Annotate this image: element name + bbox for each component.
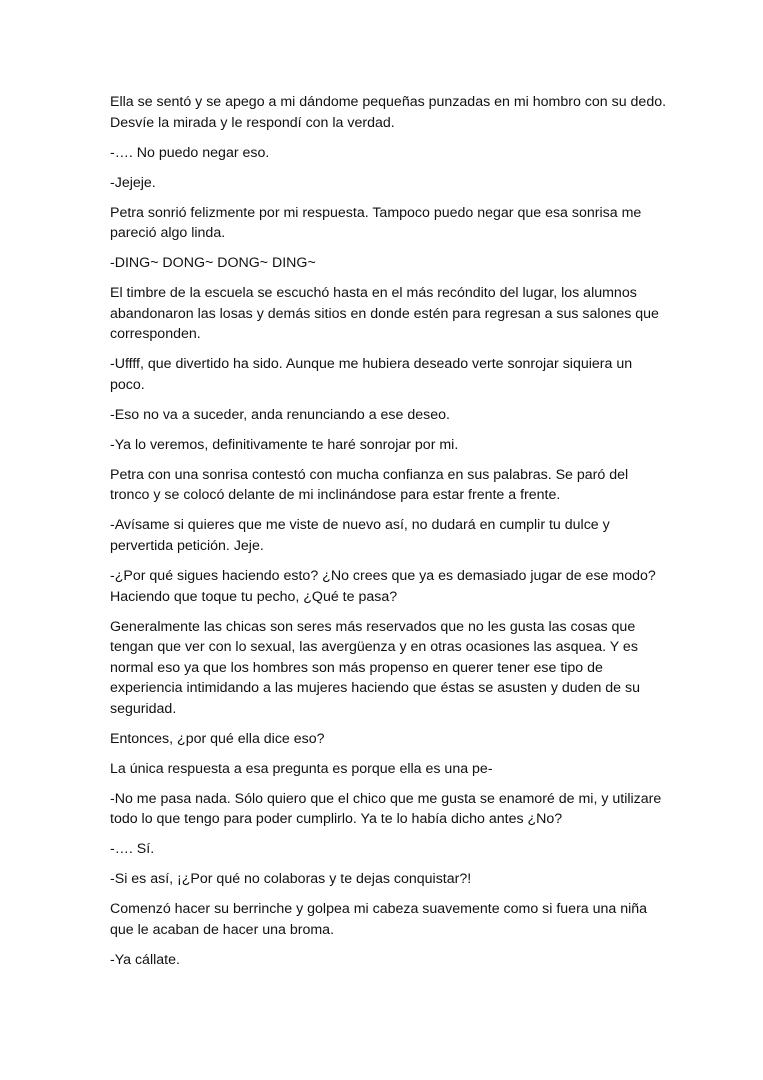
paragraph: -Jejeje. [110, 174, 156, 191]
paragraph: El timbre de la escuela se escuchó hasta en el más recóndito del lugar, los alumnos abandonaron las losas y demás sitios en donde estén para regresan a sus salones que corresponden. [110, 285, 659, 343]
paragraph: Entonces, ¿por qué ella dice eso? [110, 730, 325, 747]
paragraph: Comenzó hacer su berrinche y golpea mi cabeza suavemente como si fuera una niña que le acaban de hacer una broma. [110, 901, 648, 939]
paragraph: -DING~ DONG~ DONG~ DING~ [110, 255, 316, 272]
paragraph: Petra con una sonrisa contestó con mucha confianza en sus palabras. Se paró del tronco y se colocó delante de mi inclinándose para estar frente a frente. [110, 466, 629, 504]
paragraph: -Si es así, ¡¿Por qué no colaboras y te dejas conquistar?! [110, 871, 472, 888]
paragraph: -Avísame si quieres que me viste de nuevo así, no dudará en cumplir tu dulce y pervertida petición. Jeje. [110, 517, 610, 554]
document-page [110, 92, 670, 980]
paragraph: -¿Por qué sigues haciendo esto? ¿No crees que ya es demasiado jugar de ese modo? Haciendo que toque tu pecho, ¿Qué te pasa? [110, 567, 656, 605]
paragraph: La única respuesta a esa pregunta es porque ella es una pe- [110, 760, 493, 777]
paragraph: -Ya cállate. [110, 952, 180, 969]
paragraph: -Eso no va a suceder, anda renunciando a ese deseo. [110, 406, 450, 423]
paragraph: Generalmente las chicas son seres más reservados que no les gusta las cosas que tengan que ver con lo sexual, las avergüenza y en otras ocasiones las asquea. Y es normal eso ya que los hombres son más propenso en querer tener ese tipo de experiencia intimidando a las mujeres haciendo que éstas se asusten y duden de su seguridad. [110, 618, 641, 717]
paragraph: -Uffff, que divertido ha sido. Aunque me hubiera deseado verte sonrojar siquiera un poco. [110, 356, 633, 393]
paragraph: -Ya lo veremos, definitivamente te haré sonrojar por mi. [110, 436, 459, 453]
paragraph: Petra sonrió felizmente por mi respuesta. Tampoco puedo negar que esa sonrisa me pareció algo linda. [110, 204, 642, 242]
paragraph: -No me pasa nada. Sólo quiero que el chico que me gusta se enamoré de mi, y utilizare todo lo que tengo para poder cumplirlo. Ya te lo había dicho antes ¿No? [110, 790, 662, 828]
paragraph: Ella se sentó y se apego a mi dándome pequeñas punzadas en mi hombro con su dedo. Desvíe la mirada y le respondí con la verdad. [110, 94, 667, 131]
paragraph: -…. No puedo negar eso. [110, 144, 270, 161]
paragraph: -…. Sí. [110, 841, 155, 858]
